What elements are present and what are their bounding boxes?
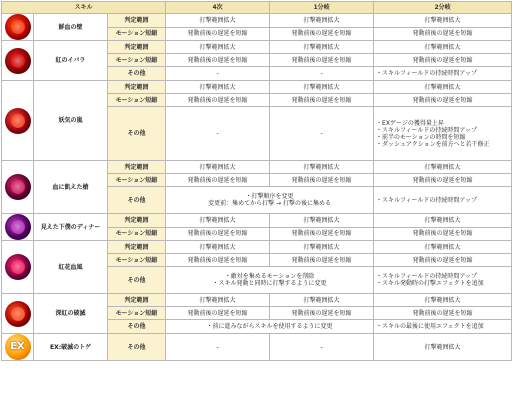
value-branch-2: ・スキルの最後に使用エフェクトを追加 <box>374 320 512 334</box>
value-branch-1: 発動前後の遅延を短縮 <box>270 54 374 67</box>
value-4th: 発動前後の遅延を短縮 <box>166 27 270 41</box>
icon-glow <box>11 260 25 274</box>
value-branch-2: ・スキルフィールドの持続時間アップ <box>374 67 512 81</box>
skill-icon-cell <box>2 334 34 361</box>
value-branch-2: 発動前後の遅延を短縮 <box>374 94 512 107</box>
value-branch-1: 発動前後の遅延を短縮 <box>270 27 374 41</box>
row-category: モーション短縮 <box>108 307 166 320</box>
value-4th: 発動前後の遅延を短縮 <box>166 174 270 187</box>
skill-icon-cell <box>2 81 34 161</box>
value-4th: 発動前後の遅延を短縮 <box>166 94 270 107</box>
value-4th: - <box>166 67 270 81</box>
value-branch-2: 発動前後の遅延を短縮 <box>374 227 512 241</box>
row-category: その他 <box>108 267 166 294</box>
table-row <box>2 241 512 254</box>
crimson-flower-icon <box>5 254 31 280</box>
row-category: 判定範囲 <box>108 241 166 254</box>
row-category: 判定範囲 <box>108 161 166 174</box>
row-category: 判定範囲 <box>108 214 166 228</box>
skill-name: 紅のイバラ <box>34 41 108 81</box>
icon-glow <box>11 54 25 68</box>
value-4th: 打撃範囲拡大 <box>166 41 270 54</box>
table-row <box>2 81 512 94</box>
demonic-storm-icon <box>5 108 31 134</box>
row-category: その他 <box>108 320 166 334</box>
skill-name: 見えた下僕のディナー <box>34 214 108 241</box>
row-category: その他 <box>108 107 166 161</box>
value-branch-2: 打撃範囲拡大 <box>374 334 512 361</box>
value-4th: 打撃範囲拡大 <box>166 294 270 307</box>
value-branch-2: 発動前後の遅延を短縮 <box>374 307 512 320</box>
value-branch-1: 打撃範囲拡大 <box>270 14 374 28</box>
header-branch-1: 1分岐 <box>270 2 374 14</box>
row-category: 判定範囲 <box>108 294 166 307</box>
skill-name: 深紅の破滅 <box>34 294 108 334</box>
value-branch-2: 発動前後の遅延を短縮 <box>374 54 512 67</box>
value-branch-1: - <box>270 67 374 81</box>
value-4th: 発動前後の遅延を短縮 <box>166 254 270 267</box>
skill-name: 妖気の嵐 <box>34 81 108 161</box>
value-branch-1: 発動前後の遅延を短縮 <box>270 174 374 187</box>
icon-glow <box>11 114 25 128</box>
skill-icon-cell <box>2 241 34 294</box>
table-row <box>2 334 512 361</box>
value-branch-2: ・スキルフィールドの持続時間アップ <box>374 187 512 214</box>
value-branch-1: 発動前後の遅延を短縮 <box>270 307 374 320</box>
bloodthirsty-spear-icon <box>5 174 31 200</box>
value-branch-1: 打撃範囲拡大 <box>270 214 374 228</box>
value-4th-branch1: ・前に進みながらスキルを使用するように変更 <box>166 320 374 334</box>
value-branch-1: 発動前後の遅延を短縮 <box>270 94 374 107</box>
value-branch-1: 打撃範囲拡大 <box>270 161 374 174</box>
value-branch-2: 打撃範囲拡大 <box>374 214 512 228</box>
icon-glow <box>11 220 25 234</box>
value-branch-2: 打撃範囲拡大 <box>374 14 512 28</box>
header-skill: スキル <box>2 2 166 14</box>
skill-icon-cell <box>2 294 34 334</box>
value-branch-2: 打撃範囲拡大 <box>374 161 512 174</box>
row-category: 判定範囲 <box>108 14 166 28</box>
skill-table <box>1 1 512 361</box>
icon-glow <box>11 20 25 34</box>
row-category: 判定範囲 <box>108 41 166 54</box>
row-category: モーション短縮 <box>108 54 166 67</box>
row-category: モーション短縮 <box>108 174 166 187</box>
value-4th: 発動前後の遅延を短縮 <box>166 227 270 241</box>
header-row <box>2 2 512 14</box>
table-row <box>2 14 512 28</box>
skill-name: 鮮血の壁 <box>34 14 108 41</box>
value-branch-2: ・EXゲージの獲得量上昇 ・スキルフィールドの持続時間アップ ・前半のモーションの時間を短縮 ・ダッシュアクションを前方へと若干修正 <box>374 107 512 161</box>
value-4th: 打撃範囲拡大 <box>166 241 270 254</box>
value-branch-2: 発動前後の遅延を短縮 <box>374 174 512 187</box>
value-branch-2: ・スキルフィールドの持続時間アップ ・スキル発動時の打撃エフェクトを追加 <box>374 267 512 294</box>
value-4th: 打撃範囲拡大 <box>166 214 270 228</box>
row-category: モーション短縮 <box>108 94 166 107</box>
value-branch-2: 打撃範囲拡大 <box>374 41 512 54</box>
skill-name: 血に飢えた槍 <box>34 161 108 214</box>
value-4th: 打撃範囲拡大 <box>166 14 270 28</box>
value-branch-2: 打撃範囲拡大 <box>374 241 512 254</box>
value-branch-2: 発動前後の遅延を短縮 <box>374 254 512 267</box>
skill-name: EX:破滅のトゲ <box>34 334 108 361</box>
skill-icon-cell <box>2 161 34 214</box>
value-branch-1: - <box>270 334 374 361</box>
value-branch-1: 打撃範囲拡大 <box>270 294 374 307</box>
value-4th: - <box>166 107 270 161</box>
value-4th: 打撃範囲拡大 <box>166 81 270 94</box>
skill-icon-cell <box>2 214 34 241</box>
table-row <box>2 161 512 174</box>
value-branch-2: 打撃範囲拡大 <box>374 81 512 94</box>
icon-glow <box>11 180 25 194</box>
row-category: モーション短縮 <box>108 27 166 41</box>
value-branch-1: - <box>270 107 374 161</box>
value-4th: 発動前後の遅延を短縮 <box>166 307 270 320</box>
skill-table-body <box>2 14 512 361</box>
value-4th: 打撃範囲拡大 <box>166 161 270 174</box>
table-row <box>2 214 512 228</box>
value-branch-1: 発動前後の遅延を短縮 <box>270 254 374 267</box>
value-4th-branch1: ・敵対を集めるモーションを削除 ・スキル発動と同時に打撃するように変更 <box>166 267 374 294</box>
crimson-wall-icon <box>5 14 31 40</box>
value-4th: 発動前後の遅延を短縮 <box>166 54 270 67</box>
row-category: モーション短縮 <box>108 227 166 241</box>
ex-badge-icon <box>5 334 31 360</box>
table-row <box>2 41 512 54</box>
skill-icon-cell <box>2 41 34 81</box>
row-category: その他 <box>108 334 166 361</box>
row-category: 判定範囲 <box>108 81 166 94</box>
value-branch-2: 打撃範囲拡大 <box>374 294 512 307</box>
ex-badge-text: EX <box>10 341 25 352</box>
value-branch-1: 発動前後の遅延を短縮 <box>270 227 374 241</box>
skill-icon-cell <box>2 14 34 41</box>
value-branch-1: 打撃範囲拡大 <box>270 81 374 94</box>
value-branch-2: 発動前後の遅延を短縮 <box>374 27 512 41</box>
icon-glow <box>11 307 25 321</box>
crimson-thorn-icon <box>5 48 31 74</box>
row-category: モーション短縮 <box>108 254 166 267</box>
row-category: その他 <box>108 187 166 214</box>
table-row <box>2 294 512 307</box>
servant-dinner-icon <box>5 214 31 240</box>
value-4th-branch1: ・打撃順序を変更 変更前：集めてから打撃 → 打撃の後に集める <box>166 187 374 214</box>
row-category: その他 <box>108 67 166 81</box>
crimson-ruin-icon <box>5 301 31 327</box>
header-branch-2: 2分岐 <box>374 2 512 14</box>
header-4th: 4次 <box>166 2 270 14</box>
skill-name: 紅花血風 <box>34 241 108 294</box>
value-branch-1: 打撃範囲拡大 <box>270 41 374 54</box>
value-4th: - <box>166 334 270 361</box>
value-branch-1: 打撃範囲拡大 <box>270 241 374 254</box>
